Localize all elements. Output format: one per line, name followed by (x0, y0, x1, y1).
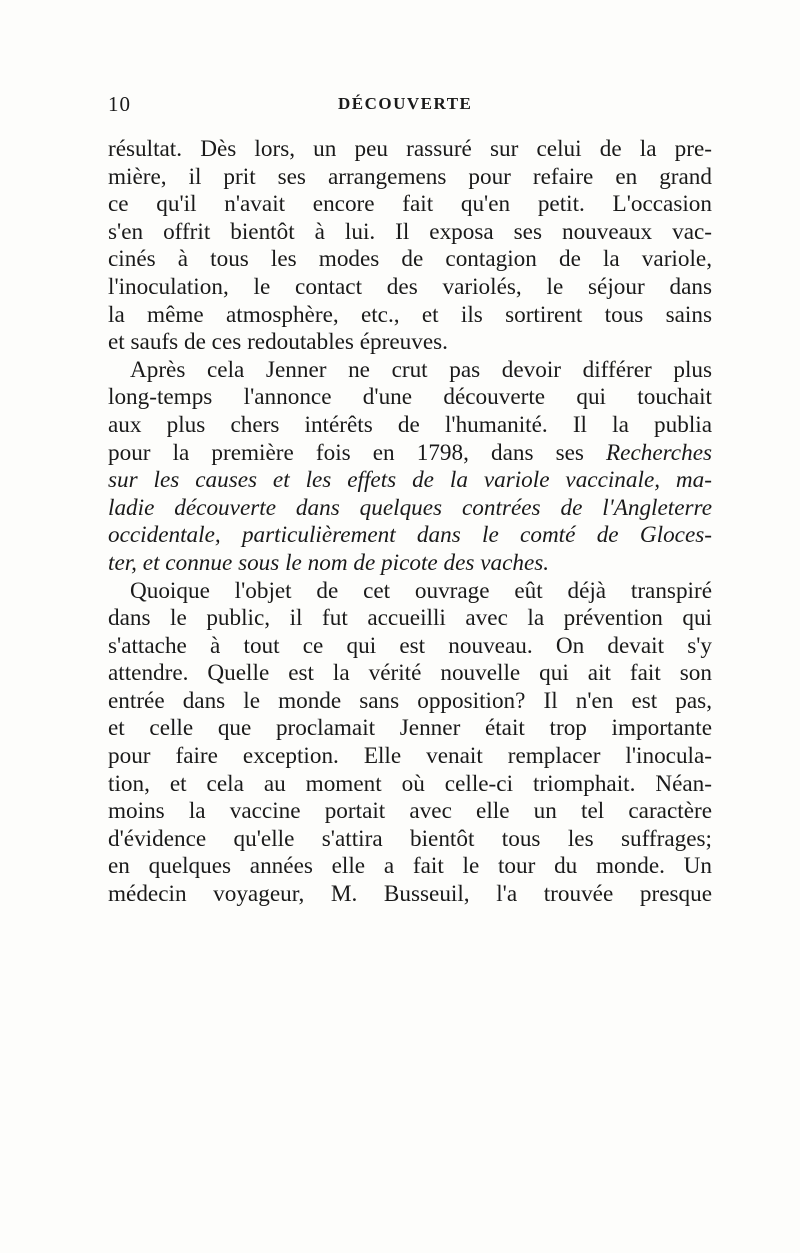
text-line: dans le public, il fut accueilli avec la prévention qui (108, 605, 712, 632)
page-header (108, 92, 708, 120)
text-line: et saufs de ces redoutables épreuves. (108, 329, 448, 356)
text-line: médecin voyageur, M. Busseuil, l'a trouvée presque (108, 881, 712, 908)
text-line: aux plus chers intérêts de l'humanité. Il la publia (108, 411, 712, 438)
text-line (108, 440, 712, 468)
text-line: tion, et cela au moment où celle-ci triomphait. Néan- (108, 770, 712, 797)
text-line: ce qu'il n'avait encore fait qu'en petit. L'occasion (108, 191, 712, 218)
text-line: attendre. Quelle est la vérité nouvelle qui ait fait son (108, 660, 712, 687)
italic-title: Recherches (606, 439, 713, 466)
text-line: cinés à tous les modes de contagion de la variole, (108, 246, 712, 273)
text-line: moins la vaccine portait avec elle un tel caractère (108, 798, 712, 825)
body-text (108, 136, 712, 909)
text-line: occidentale, particulièrement dans le comté de Gloces- (108, 522, 712, 549)
text-line: mière, il prit ses arrangemens pour refaire en grand (108, 163, 712, 190)
text-line: sur les causes et les effets de la variole vaccinale, ma- (108, 467, 712, 494)
text-line: en quelques années elle a fait le tour du monde. Un (108, 853, 712, 880)
text-line: entrée dans le monde sans opposition? Il n'en est pas, (108, 687, 712, 714)
text-line: d'évidence qu'elle s'attira bientôt tous les suffrages; (108, 825, 712, 852)
text-line: l'inoculation, le contact des variolés, le séjour dans (108, 273, 712, 300)
page-number: 10 (108, 92, 131, 116)
running-head: DÉCOUVERTE (338, 94, 473, 113)
text-line: s'attache à tout ce qui est nouveau. On devait s'y (108, 632, 712, 659)
text-line: ter, et connue sous le nom de picote des vaches. (108, 549, 550, 576)
text-line: long-temps l'annonce d'une découverte qui touchait (108, 384, 712, 411)
text-segment: pour la première fois en 1798, dans ses (108, 439, 584, 466)
text-line: résultat. Dès lors, un peu rassuré sur celui de la pre- (108, 136, 712, 162)
text-line: la même atmosphère, etc., et ils sortirent tous sains (108, 301, 712, 328)
text-line: s'en offrit bientôt à lui. Il exposa ses nouveaux vac- (108, 218, 712, 245)
text-line: pour faire exception. Elle venait remplacer l'inocula- (108, 743, 712, 770)
text-line: ladie découverte dans quelques contrées de l'Angleterre (108, 494, 712, 521)
text-line: et celle que proclamait Jenner était trop importante (108, 715, 712, 742)
text-line: Après cela Jenner ne crut pas devoir différer plus (130, 356, 712, 383)
text-line: Quoique l'objet de cet ouvrage eût déjà transpiré (130, 577, 712, 604)
